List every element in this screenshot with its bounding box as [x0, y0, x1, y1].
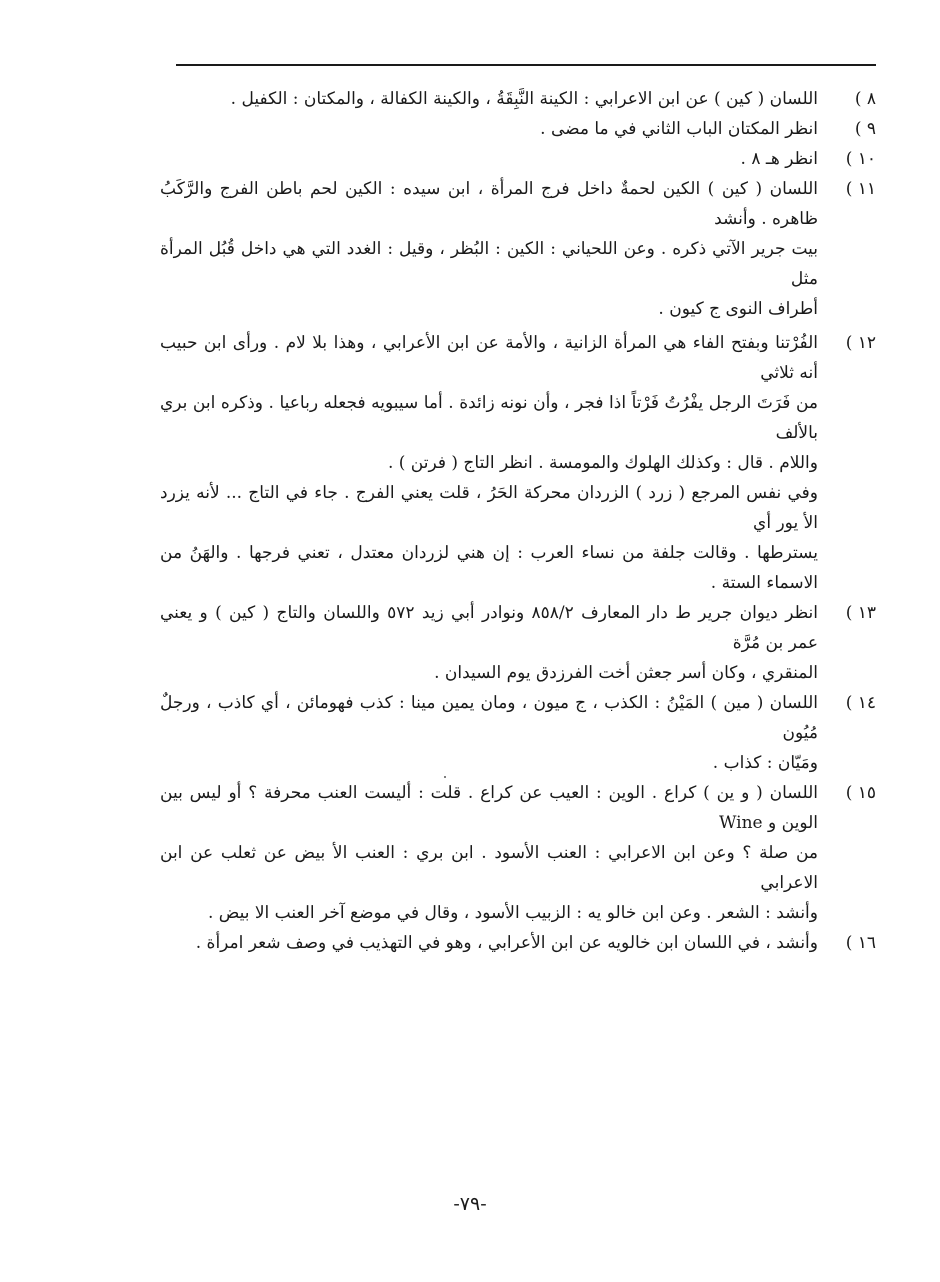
- footnote-line: يسترطها . وقالت جلفة من نساء العرب : إن هني لزردان معتدل ، تعني فرجها . والهَنُ من الاسماء الستة .: [160, 543, 818, 593]
- footnote-line: المنقري ، وكان أسر جعثن أخت الفرزدق يوم السيدان .: [434, 663, 818, 683]
- footnote-line: وأنشد ، في اللسان ابن خالويه عن ابن الأعرابي ، وهو في التهذيب في وصف شعر امرأة .: [195, 933, 818, 953]
- footnote-line: اللسان ( مين ) المَيْنُ : الكذب ، ج ميون ، ومان يمين مينا : كذب فهومائن ، أي كاذب ، ورجلٌ مُيُون: [160, 693, 818, 743]
- footnote-line: انظر هـ ٨ .: [740, 149, 818, 169]
- footnote-9: [160, 114, 880, 144]
- footnote-line: واللام . قال : وكذلك الهلوك والمومسة . انظر التاج ( فرتن ) .: [387, 453, 818, 473]
- footnote-number: ١٠ ): [845, 149, 876, 169]
- footnote-number: ١٢ ): [845, 333, 876, 353]
- footnote-number: ١٣ ): [845, 603, 876, 623]
- footnote-number: ١٤ ): [845, 693, 876, 713]
- footnote-line: الفُرْتنا وبفتح الفاء هي المرأة الزانية ، والأمة عن ابن الأعرابي ، وهذا بلا لام . ورأى ابن حبيب أنه ثلاثي: [160, 333, 818, 383]
- top-rule: [176, 64, 876, 66]
- footnote-number: ١٦ ): [845, 933, 876, 953]
- footnote-number: ١١ ): [845, 179, 876, 199]
- footnote-number: ١٥ ): [845, 783, 876, 803]
- footnote-line: بيت جرير الآتي ذكره . وعن اللحياني : الكين : البُظر ، وقيل : الغدد التي هي داخل قُبُل المرأة مثل: [160, 239, 818, 289]
- footnotes-list: [160, 84, 880, 958]
- footnote-line: اللسان ( كين ) عن ابن الاعرابي : الكينة النَّبِقَةُ ، والكينة الكفالة ، والمكتان : الكفيل .: [230, 89, 818, 109]
- footnote-line: وأنشد : الشعر . وعن ابن خالو يه : الزبيب الأسود ، وقال في موضع آخر العنب الا بيض .: [207, 903, 818, 923]
- stray-mark: [444, 776, 446, 778]
- footnote-15: [160, 778, 880, 928]
- footnote-line: أطراف النوى ج كيون .: [658, 299, 818, 319]
- footnote-14: [160, 688, 880, 778]
- footnote-13: [160, 598, 880, 688]
- footnote-line: من صلة ؟ وعن ابن الاعرابي : العنب الأسود . ابن بري : العنب الأ بيض عن ثعلب عن ابن الاعرابي: [160, 843, 818, 893]
- footnote-line: انظر ديوان جرير ط دار المعارف ٨٥٨/٢ ونوادر أبي زيد ٥٧٢ واللسان والتاج ( كين ) و يعني عمر بن مُرَّة: [160, 603, 818, 653]
- footnote-line: وفي نفس المرجع ( زرد ) الزردان محركة الحَرُ ، قلت يعني الفرج . جاء في التاج ... لأنه يزرد الأ يور أي: [160, 483, 818, 533]
- footnote-11: [160, 174, 880, 324]
- footnote-number: ٩ ): [854, 119, 876, 139]
- footnote-12: [160, 328, 880, 598]
- footnote-line: من فَرَتَ الرجل يفْرُتُ فَرْتاً اذا فجر ، وأن نونه زائدة . أما سيبويه فجعله رباعيا . وذكره ابن بري بالألف: [160, 393, 818, 443]
- footnote-number: ٨ ): [854, 89, 876, 109]
- footnote-line: اللسان ( و ين ) كراع . الوين : العيب عن كراع . قلت : أليست العنب محرفة ؟ أو ليس بين الوين و Wine: [160, 783, 818, 833]
- footnote-line: انظر المكتان الباب الثاني في ما مضى .: [540, 119, 818, 139]
- footnote-10: [160, 144, 880, 174]
- footnote-8: [160, 84, 880, 114]
- footnote-line: ومَيّان : كذاب .: [712, 753, 818, 773]
- footnote-line: اللسان ( كين ) الكين لحمةٌ داخل فرج المرأة ، ابن سيده : الكين لحم باطن الفرج والرَّكَبُ ظاهره . وأنشد: [160, 179, 818, 229]
- page-number: -٧٩-: [453, 1193, 487, 1215]
- footnote-16: [160, 928, 880, 958]
